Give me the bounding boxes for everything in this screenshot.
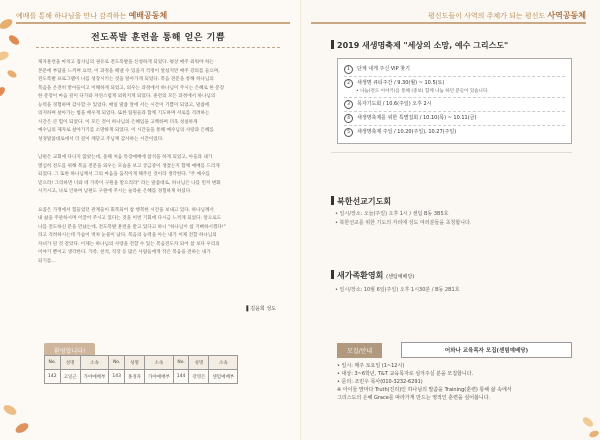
header-community: 사역공동체 — [547, 11, 586, 20]
article-paragraph — [38, 154, 280, 197]
table-cell: 144 — [173, 370, 189, 384]
table-header-cell: 소속 — [80, 356, 109, 370]
article-line: 나를 전도하신 분을 만났는데, 전도폭발 훈련을 받고 있다고 하니 "하나님이 참 기뻐하시겠다!" — [38, 224, 226, 230]
item-number: 3 — [344, 100, 353, 109]
table-header-cell: 성명 — [60, 356, 80, 370]
item-number: 2 — [344, 79, 353, 88]
article-line: 시간은 큰 힘이 되었다. 이 모든 것이 하나님의 은혜임을 고백하며 더욱 성실하게 — [38, 119, 198, 125]
article-line: 의지하며 살아가는 법을 배우게 되었다. 또한 팀원들과 함께 기도하며 서로를 격려하는 — [38, 111, 210, 116]
table-header-cell: No. — [173, 356, 189, 370]
awana-info-list — [337, 362, 512, 402]
article-paragraph — [38, 59, 280, 144]
section1-title: 2019 새생명축제 "세상의 소망, 예수 그리스도" — [337, 41, 509, 50]
article-line: 능력을 경험하며 감사할 수 있었다. 매일 말씀 앞에 서는 시간이 기쁨이 되었고, 말씀에 — [38, 102, 210, 108]
page-header — [16, 10, 167, 21]
article-line: 자녀가 된 것 같았다. 이제는 하나님의 사랑을 전할 수 있는 복음전도자 되어 참 보다 우리의 — [38, 241, 220, 247]
info-line: • 일시: 매주 토요일 (1~12시) — [337, 363, 405, 369]
info-line: ※ 아이들 맘마다 Truth(진리)인 하나님의 말씀을 Training(훈련) 통해 삶 속에서 — [337, 387, 512, 393]
table-cell: 143 — [109, 370, 125, 384]
testimony-article — [30, 30, 286, 266]
section-title-festival — [331, 40, 508, 51]
table-header-cell: 성명 — [124, 356, 144, 370]
item-note: • 나눔(전도 이야기)를 통해 (중보) 함께 나눔 하던 분들이 있습니다. — [356, 89, 489, 94]
article-line: 본문에 부담을 느끼며 요약, 이 과정을 해낼 수 있을지 걱정이 앞섰지만 매주 강의를 들으며, — [38, 68, 220, 74]
article-line: 남편은 교회에 다니지 않았는데, 올해 처음 특장예배에 참석을 하게 되었고, 아들과 내가 — [38, 155, 213, 160]
article-line: 라고 격려하시는데 가슴이 벅차 눈물이 났다. 복음의 능력을 아는 내가 이제 전할 하나님의 — [38, 233, 217, 238]
table-cell: 센텀예배부 — [209, 370, 238, 384]
article-line: 시키시고, 나로 인하여 남편도 구원에 주시는 놀라운 은혜를 경험하게 하셨다. — [38, 189, 192, 194]
table-cell: 가야예배부 — [80, 370, 109, 384]
page-header — [428, 10, 586, 21]
welcome-label: 환영합니다! — [44, 343, 95, 358]
table-cell: 고일근 — [60, 370, 80, 384]
author: ▌김윤희 성도 — [246, 306, 276, 312]
schedule-item — [344, 63, 565, 77]
info-line: • 일시/장소: 10월 6일(주일) 오후 1시30분 / B동 2B1호 — [335, 287, 460, 293]
article-line: 이야기 뿐이고 생각한다. 가족, 친척, 직장 등 많은 사람들에게 작은 복음을 전하는 내가 — [38, 250, 211, 255]
article-line: 성경말씀대로에서 더 깊이 깨닫고 주님께 감사하는 시간이었다. — [38, 136, 164, 142]
section-marker — [331, 270, 334, 279]
article-line: 내 삶을 주관하시며 이끌어 주시고 있다는 것을 이번 기회에 다시금 느끼게 되었다. 앞으로도 — [38, 216, 222, 221]
festival-schedule-box — [337, 58, 572, 144]
table-header-cell: No. — [109, 356, 125, 370]
item-text: 새생명 큐티주간 / 9.30(월) ~ 10.5(토) — [357, 80, 445, 86]
header-rule — [16, 22, 290, 24]
item-text: 목자기도회 / 10.6(주일) 오후 2시 — [357, 101, 432, 107]
item-number: 1 — [344, 65, 353, 74]
article-line: 되었다. 그 또한 하나님께서 그의 마음을 움직이게 해주신 것이라 생각한다. "주 예수를 — [38, 172, 210, 177]
item-number: 4 — [344, 114, 353, 123]
nk-prayer-lines — [335, 210, 471, 228]
article-paragraph — [38, 207, 280, 267]
header-community: 예배공동체 — [128, 11, 168, 20]
info-line: • 대상: 3~6학년, T&T 교육목자로 섬겨주실 분을 모집합니다. — [337, 371, 474, 377]
table-header-cell: 성명 — [189, 356, 209, 370]
section2-title: 북한선교기도회 — [337, 197, 392, 206]
article-line: 한 문장이 마음 깊이 다가와 자연스럽게 외워지게 되었다. 훈련의 모든 과정에서 하나님의 — [38, 94, 216, 99]
section-marker — [331, 40, 334, 49]
article-line: 예수님의 제자로 살아가기를 소망하게 되었다. 이 시간들을 통해 예수님의 사랑과 은혜를 — [38, 128, 214, 133]
article-line: 요즘은 가정에서 힘들었던 관계들이 회복되어 참 행복한 시간을 보내고 있다. 하나님께서 — [38, 207, 214, 213]
author-name: 김윤희 성도 — [250, 306, 276, 312]
table-row — [45, 370, 238, 384]
newcomer-lines — [335, 286, 460, 295]
welcome-table — [44, 355, 238, 384]
autumn-leaves-decoration — [0, 10, 30, 110]
header-tagline: 예배를 통해 하나님을 만나 감격하는 — [16, 12, 127, 20]
article-title: 전도폭발 훈련을 통해 얻은 기쁨 — [90, 33, 226, 43]
schedule-item — [344, 77, 565, 98]
table-cell: 142 — [45, 370, 61, 384]
table-header-cell: 소속 — [145, 356, 174, 370]
header-rule — [311, 22, 586, 24]
info-line: • 북한선교를 위한 기도의 자리에 성도 여러분들을 초청합니다. — [335, 220, 472, 226]
item-text: 단계 내게 주신 VIP 찾기 — [357, 66, 410, 72]
section-marker — [331, 196, 334, 205]
article-line: 열심히 전도를 위해 복음 전문을 외우는 모습을 보고 궁금증이 생겼는지 함께 예배를 드리게 — [38, 163, 220, 169]
article-line: 복음을 온전히 받아들이고 이해하게 되었고, 외우는 과정에서 하나님이 주시는 은혜로 한 문장 — [38, 85, 225, 91]
section3-title: 새가족환영회 — [337, 271, 384, 280]
item-text: 새생명축제를 위한 특별집회 / 10.10(목) ~ 10.11(금) — [357, 115, 477, 121]
leaves-decoration-bottom — [0, 380, 40, 440]
section-title-nk-prayer — [331, 196, 391, 207]
section-title-newcomer — [331, 270, 414, 281]
table-cell: 가야예배부 — [145, 370, 174, 384]
table-header-row — [45, 356, 238, 370]
info-line: 그리스도의 은혜 Grace를 따라가게 만드는 영적인 훈련을 심어봅니다. — [337, 395, 491, 401]
divider — [331, 152, 572, 153]
schedule-item — [344, 126, 565, 139]
article-line: 제자훈련을 마치고 집사님의 권유로 전도폭발을 신청하게 되었다. 평상 매주 외워야 하는 — [38, 60, 214, 65]
table-header-cell: No. — [45, 356, 61, 370]
table-cell: 강영은 — [189, 370, 209, 384]
title-divider — [36, 47, 280, 49]
item-text: 새생명축제 주일 / 10.20(주일), 10.27(주일) — [357, 129, 457, 135]
info-line: • 일시/장소: 오늘(주일) 오후 1시 / 센텀 B동 3B5호 — [335, 211, 449, 217]
section3-sub: (센텀예배당) — [386, 274, 415, 280]
right-page — [300, 0, 600, 440]
schedule-item — [344, 112, 565, 126]
schedule-item — [344, 98, 565, 112]
article-line: 되기를... — [38, 258, 56, 264]
header-tagline: 평신도들이 사역의 주체가 되는 평신도 — [428, 12, 546, 20]
awana-recruit-title: 어와나 교육목자 모집(센텀예배당) — [401, 342, 572, 358]
info-tab: 모집/안내 — [337, 343, 382, 358]
info-line: • 문의: 조민우 목사(010-3232-6291) — [337, 379, 423, 385]
table-header-cell: 소속 — [209, 356, 238, 370]
article-line: 전도폭발 프로그램이 나를 성장시키는 것을 알아가게 되었다. 복음 전문을 통해 하나님의 — [38, 77, 214, 82]
item-number: 5 — [344, 128, 353, 137]
article-line: 믿으라! 그리하면 너와 네 가족이 구원을 받으리라" 라는 말씀대로, 하나님은 나를 먼저 변화 — [38, 180, 221, 186]
table-cell: 홍경자 — [124, 370, 144, 384]
corner-decoration — [570, 400, 600, 440]
